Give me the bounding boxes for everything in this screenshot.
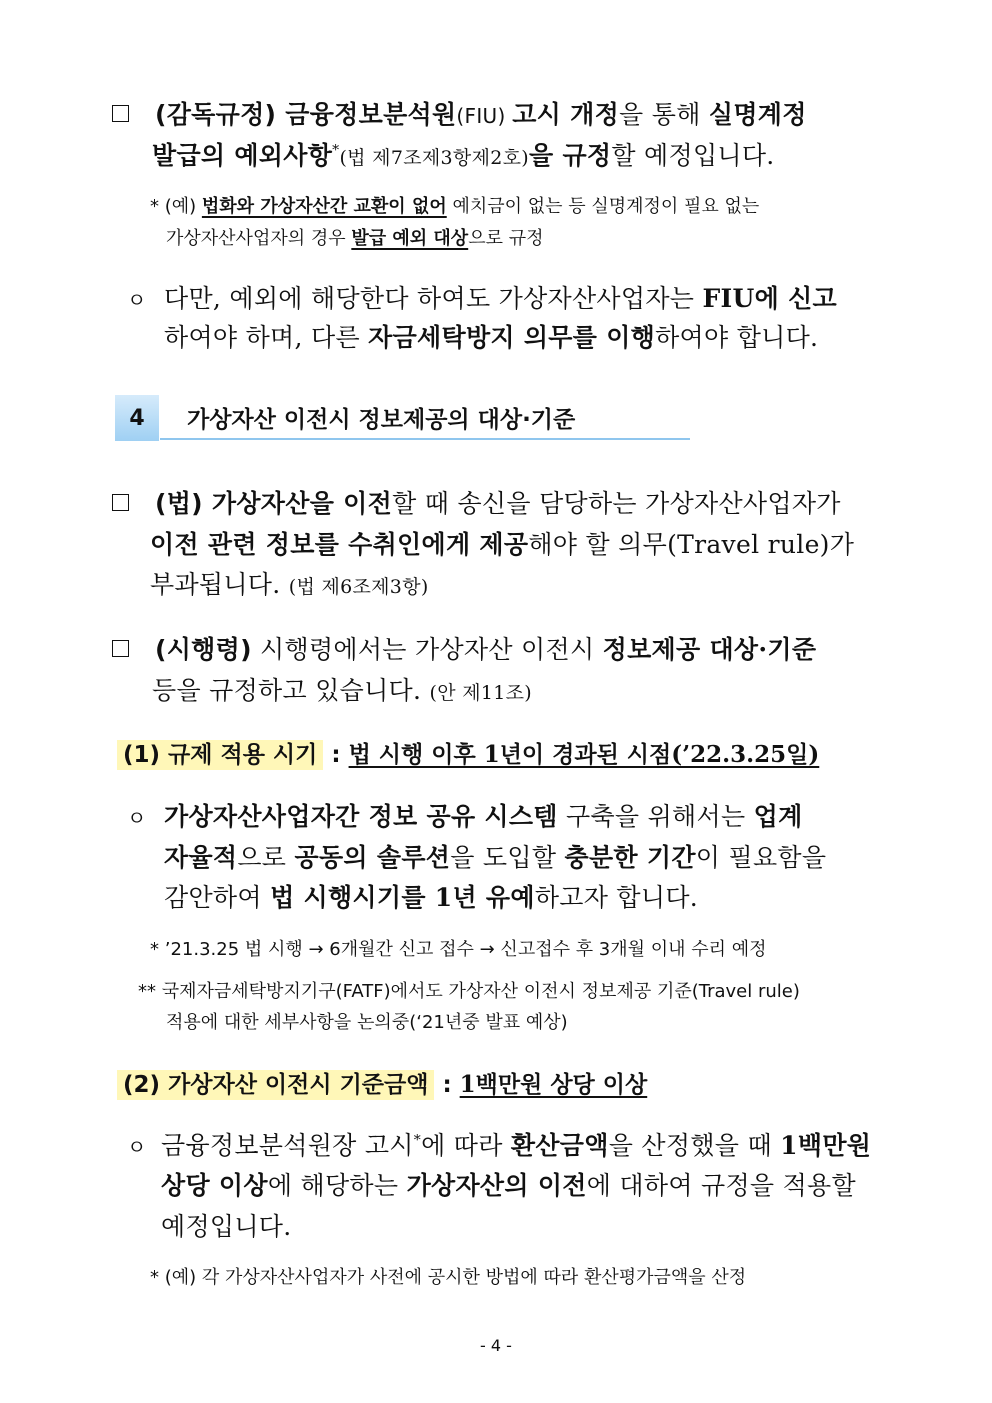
circle-bullet: ㅇ: [127, 1135, 147, 1159]
section-rule: [160, 438, 690, 440]
subheading-2: [117, 1066, 647, 1099]
p6-text: 에 해당하는: [267, 1171, 407, 1200]
p6-text: 을 산정했을 때: [608, 1131, 781, 1160]
p1-text: (FIU): [456, 104, 513, 128]
note-1-line-1: [150, 192, 759, 218]
p2-text: 자금세탁방지 의무를 이행: [368, 323, 656, 352]
p2-text: FIU에 신고: [702, 284, 837, 313]
p5-line-2: [164, 838, 826, 874]
note-3-line-1: [138, 977, 800, 1003]
page-number: - 4 -: [480, 1336, 512, 1355]
checkbox-bullet: [112, 640, 129, 657]
p4-tag: (시행령): [155, 635, 252, 664]
p1-tag: (감독규정): [155, 100, 277, 129]
section-number-badge: 4: [115, 395, 159, 441]
circle-bullet: ㅇ: [127, 806, 147, 830]
p5-text: 자율적: [164, 843, 238, 872]
p3-text: 할 때 송신을 담당하는 가상자산사업자가: [392, 489, 841, 518]
p5-text: 구축을 위해서는: [557, 802, 754, 831]
p3-line-1: [112, 484, 841, 520]
footnote-mark: *: [332, 142, 340, 159]
p2-line-2: [164, 318, 818, 354]
p5-text: 업계: [753, 802, 803, 831]
note-text: (예) 각 가상자산사업자가 사전에 공시한 방법에 따라 환산평가금액을 산정: [164, 1267, 747, 1288]
p6-text: 예정입니다.: [161, 1212, 292, 1241]
p5-text: 가상자산사업자간 정보 공유 시스템: [164, 802, 558, 831]
p5-text: 법 시행시기를 1년 유예: [270, 883, 535, 912]
law-reference: (법 제7조제3항제2호): [339, 147, 529, 169]
p2-text: 하여야 합니다.: [655, 323, 819, 352]
footnote-mark: *: [413, 1132, 422, 1149]
p2-text: 다만, 예외에 해당한다 하여도 가상자산사업자는: [164, 284, 703, 313]
p6-text: 환산금액: [510, 1131, 609, 1160]
p6-text: 1백만원: [780, 1131, 872, 1160]
p5-text: 충분한 기간: [564, 843, 696, 872]
note-text: 국제자금세탁방지기구(FATF)에서도 가상자산 이전시 정보제공 기준(Travel rule): [161, 981, 800, 1002]
p5-line-3: [164, 878, 698, 914]
p4-text: 정보제공 대상·기준: [602, 635, 817, 664]
checkbox-bullet: [112, 494, 129, 511]
p5-text: 이 필요함을: [695, 843, 827, 872]
p3-text: 부과됩니다.: [150, 570, 289, 599]
p5-line-1: [127, 797, 803, 833]
p5-text: 을 도입할: [450, 843, 565, 872]
p2-line-1: [127, 279, 837, 315]
note-4: [150, 1263, 746, 1289]
p3-text: 가상자산을 이전: [202, 489, 393, 518]
subheading-label: (2) 가상자산 이전시 기준금액: [117, 1070, 434, 1100]
p1-text: 할 예정입니다.: [611, 141, 775, 170]
subheading-value: 1백만원 상당 이상: [459, 1071, 648, 1098]
subheading-separator: :: [434, 1072, 460, 1098]
circle-bullet: ㅇ: [127, 288, 147, 312]
checkbox-bullet: [112, 105, 129, 122]
law-reference: (법 제6조제3항): [288, 576, 429, 598]
p1-line-2: [152, 136, 775, 172]
p3-text: 이전 관련 정보를 수취인에게 제공: [150, 530, 529, 559]
p5-text: 공동의 솔루션: [294, 843, 451, 872]
p1-text: 을 통해: [619, 100, 709, 129]
p2-text: 하여야 하며, 다른: [164, 323, 369, 352]
p5-text: 하고자 합니다.: [534, 883, 699, 912]
note-text: ’21.3.25 법 시행 → 6개월간 신고 접수 → 신고접수 후 3개월 이내 수리 예정: [164, 939, 767, 960]
note-emphasis: 법화와 가상자산간 교환이 없어: [201, 196, 447, 217]
p1-text: 금융정보분석원: [276, 100, 457, 129]
note-text: 예치금이 없는 등 실명계정이 필요 없는: [446, 196, 760, 217]
p4-text: 시행령에서는 가상자산 이전시: [251, 635, 603, 664]
p6-text: 상당 이상: [161, 1171, 268, 1200]
p1-text: 발급의 예외사항: [152, 141, 333, 170]
p6-line-2: [161, 1166, 856, 1202]
p1-text: 을: [528, 141, 563, 170]
p6-text: 에 따라: [421, 1131, 511, 1160]
p1-text: 고시 개정: [512, 100, 620, 129]
p4-line-2: [152, 671, 532, 707]
p6-line-1: [127, 1126, 871, 1162]
subheading-1: [117, 736, 819, 769]
note-text: 가상자산사업자의 경우: [166, 228, 352, 249]
p1-text: 실명계정: [708, 100, 807, 129]
section-title: 가상자산 이전시 정보제공의 대상·기준: [187, 407, 576, 433]
p4-text: 등을 규정하고 있습니다.: [152, 676, 430, 705]
note-text: 적용에 대한 세부사항을 논의중(‘21년중 발표 예상): [166, 1012, 568, 1033]
p3-text: 해야 할 의무(Travel rule)가: [528, 530, 855, 559]
note-star: *: [150, 1267, 165, 1288]
p1-text: 규정: [562, 141, 612, 170]
subheading-value: 법 시행 이후 1년이 경과된 시점(’22.3.25일): [348, 741, 820, 768]
p1-line-1: [112, 95, 807, 131]
p6-text: 가상자산의 이전: [406, 1171, 587, 1200]
p3-line-3: [150, 565, 429, 601]
note-text: (예): [164, 196, 202, 217]
p6-text: 에 대하여 규정을 적용할: [586, 1171, 856, 1200]
p3-line-2: [150, 525, 854, 561]
note-1-line-2: [166, 224, 543, 250]
p6-line-3: [161, 1207, 292, 1243]
note-text: 으로 규정: [468, 228, 544, 249]
note-emphasis: 발급 예외 대상: [351, 228, 469, 249]
p4-line-1: [112, 630, 816, 666]
note-star: **: [138, 981, 162, 1002]
p5-text: 감안하여: [164, 883, 271, 912]
note-star: *: [150, 196, 165, 217]
note-3-line-2: [166, 1008, 568, 1034]
subheading-separator: :: [323, 742, 349, 768]
p3-tag: (법): [155, 489, 203, 518]
law-reference: (안 제11조): [429, 682, 533, 704]
p5-text: 으로: [237, 843, 295, 872]
subheading-label: (1) 규제 적용 시기: [117, 740, 323, 770]
note-star: *: [150, 939, 165, 960]
note-2: [150, 935, 767, 961]
p6-text: 금융정보분석원장 고시: [161, 1131, 414, 1160]
